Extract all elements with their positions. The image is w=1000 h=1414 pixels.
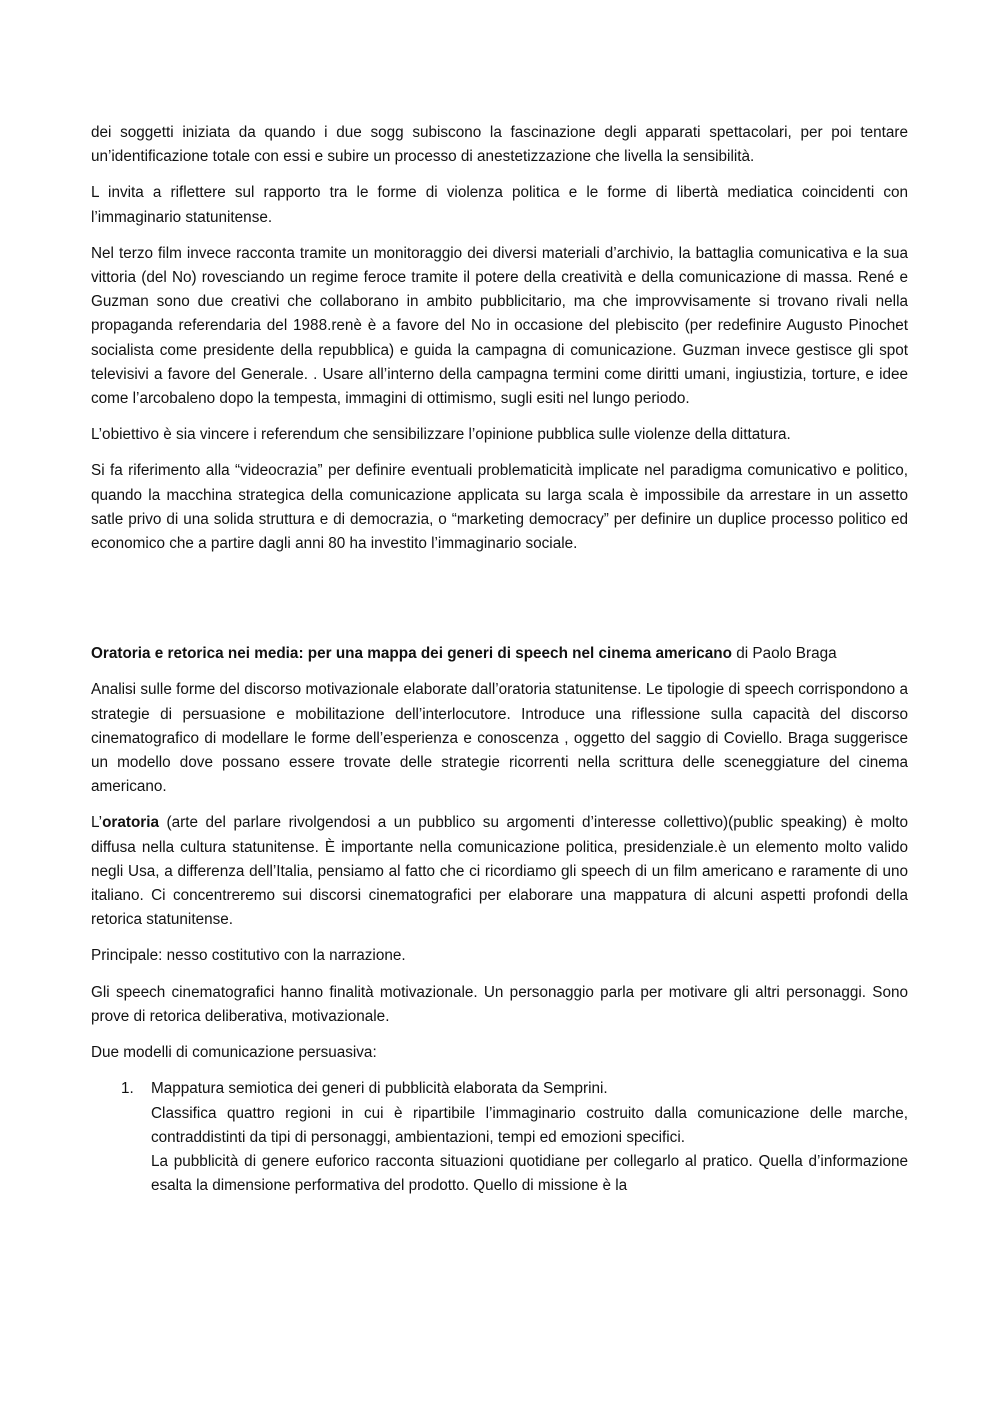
paragraph-obiettivo: L’obiettivo è sia vincere i referendum che sensibilizzare l’opinione pubblica sulle violenze della dittatura.: [91, 426, 791, 444]
paragraph-violenza-politica: L invita a riflettere sul rapporto tra le forme di violenza politica e le forme di libertà mediatica coincidenti con l’immaginario statunitense.: [91, 184, 908, 226]
section-spacer: [91, 568, 908, 642]
section-title: Oratoria e retorica nei media: per una mappa dei generi di speech nel cinema americano: [91, 645, 732, 663]
list-item: [91, 1077, 908, 1198]
oratoria-text: (arte del parlare rivolgendosi a un pubblico su argomenti d’interesse collettivo)(public speaking) è molto diffusa nella cultura statunitense. È importante nella comunicazione politica, presidenziale.è un elemento molto valido negli Usa, a differenza dell’Italia, pensiamo al fatto che ci ricordiamo gli speech di un film americano e raramente di uno italiano. Ci concentreremo sui discorsi cinematografici per elaborare una mappatura di alcuni aspetti profondi della retorica statunitense.: [91, 814, 908, 929]
paragraph-anestetizzazione: dei soggetti iniziata da quando i due sogg subiscono la fascinazione degli apparati spettacolari, per poi tentare un’identificazione totale con essi e subire un processo di anestetizzazione che livella la sensibilità.: [91, 124, 908, 166]
list-item-line: Mappatura semiotica dei generi di pubblicità elaborata da Semprini.: [151, 1080, 608, 1098]
list-item-number: 1.: [121, 1080, 134, 1098]
paragraph-due-modelli: Due modelli di comunicazione persuasiva:: [91, 1044, 377, 1062]
paragraph-speech: Gli speech cinematografici hanno finalità motivazionale. Un personaggio parla per motivare gli altri personaggi. Sono prove di retorica deliberativa, motivazionale.: [91, 983, 908, 1025]
paragraph-terzo-film: Nel terzo film invece racconta tramite un monitoraggio dei diversi materiali d’archivio, la battaglia comunicativa e la sua vittoria (del No) rovesciando un regime feroce tramite il potere della creatività e della comunicazione di massa. René e Guzman sono due creativi che collaborano in ambito pubblicitario, ma che improvvisamente si trovano rivali nella propaganda referendaria del 1988.renè è a favore del No in occasione del plebiscito (per redefinire Augusto Pinochet socialista come presidente della repubblica) e guida la campagna di comunicazione. Guzman invece gestisce gli spot televisivi a favore del Generale. . Usare all’interno della campagna termini come diritti umani, ingiustizia, torture, e idee come l’arcobaleno dopo la tempesta, immagini di ottimismo, sugli esiti nel lungo periodo.: [91, 244, 908, 408]
paragraph-oratoria: [91, 811, 908, 932]
paragraph-videocrazia: Si fa riferimento alla “videocrazia” per definire eventuali problematicità implicate nel paradigma comunicativo e politico, quando la macchina strategica della comunicazione applicata su larga scala è impossibile da arrestare in un assetto satle privo di una solida struttura e di democrazia, o “marketing democracy” per definire un duplice processo politico ed economico che a partire dagli anni 80 ha investito l’immaginario sociale.: [91, 462, 908, 553]
list-item-line: Classifica quattro regioni in cui è ripartibile l’immaginario costruito dalla comunicazione delle marche, contraddistinti da tipi di personaggi, ambientazioni, tempi ed emozioni specifici.: [151, 1104, 908, 1146]
list-item-line: La pubblicità di genere euforico racconta situazioni quotidiane per collegarlo al pratico. Quella d’informazione esalta la dimensione performativa del prodotto. Quello di missione è la: [151, 1152, 908, 1195]
section-heading: [91, 642, 908, 666]
paragraph-analisi: Analisi sulle forme del discorso motivazionale elaborate dall’oratoria statunitense. Le tipologie di speech corrispondono a strategie di persuasione e mobilitazione dell’interlocutore. Introduce una riflessione sulla capacità del discorso cinematografico di modellare le forme dell’esperienza e conoscenza , oggetto del saggio di Coviello. Braga suggerisce un modello dove possano essere trovate delle strategie ricorrenti nella scrittura delle sceneggiature del cinema americano.: [91, 681, 908, 796]
numbered-list: [91, 1077, 908, 1198]
oratoria-term: oratoria: [102, 814, 160, 832]
document-page: [91, 121, 908, 1198]
oratoria-prefix: L’: [91, 814, 103, 832]
paragraph-principale: Principale: nesso costitutivo con la narrazione.: [91, 947, 406, 965]
section-author: di Paolo Braga: [732, 645, 837, 663]
